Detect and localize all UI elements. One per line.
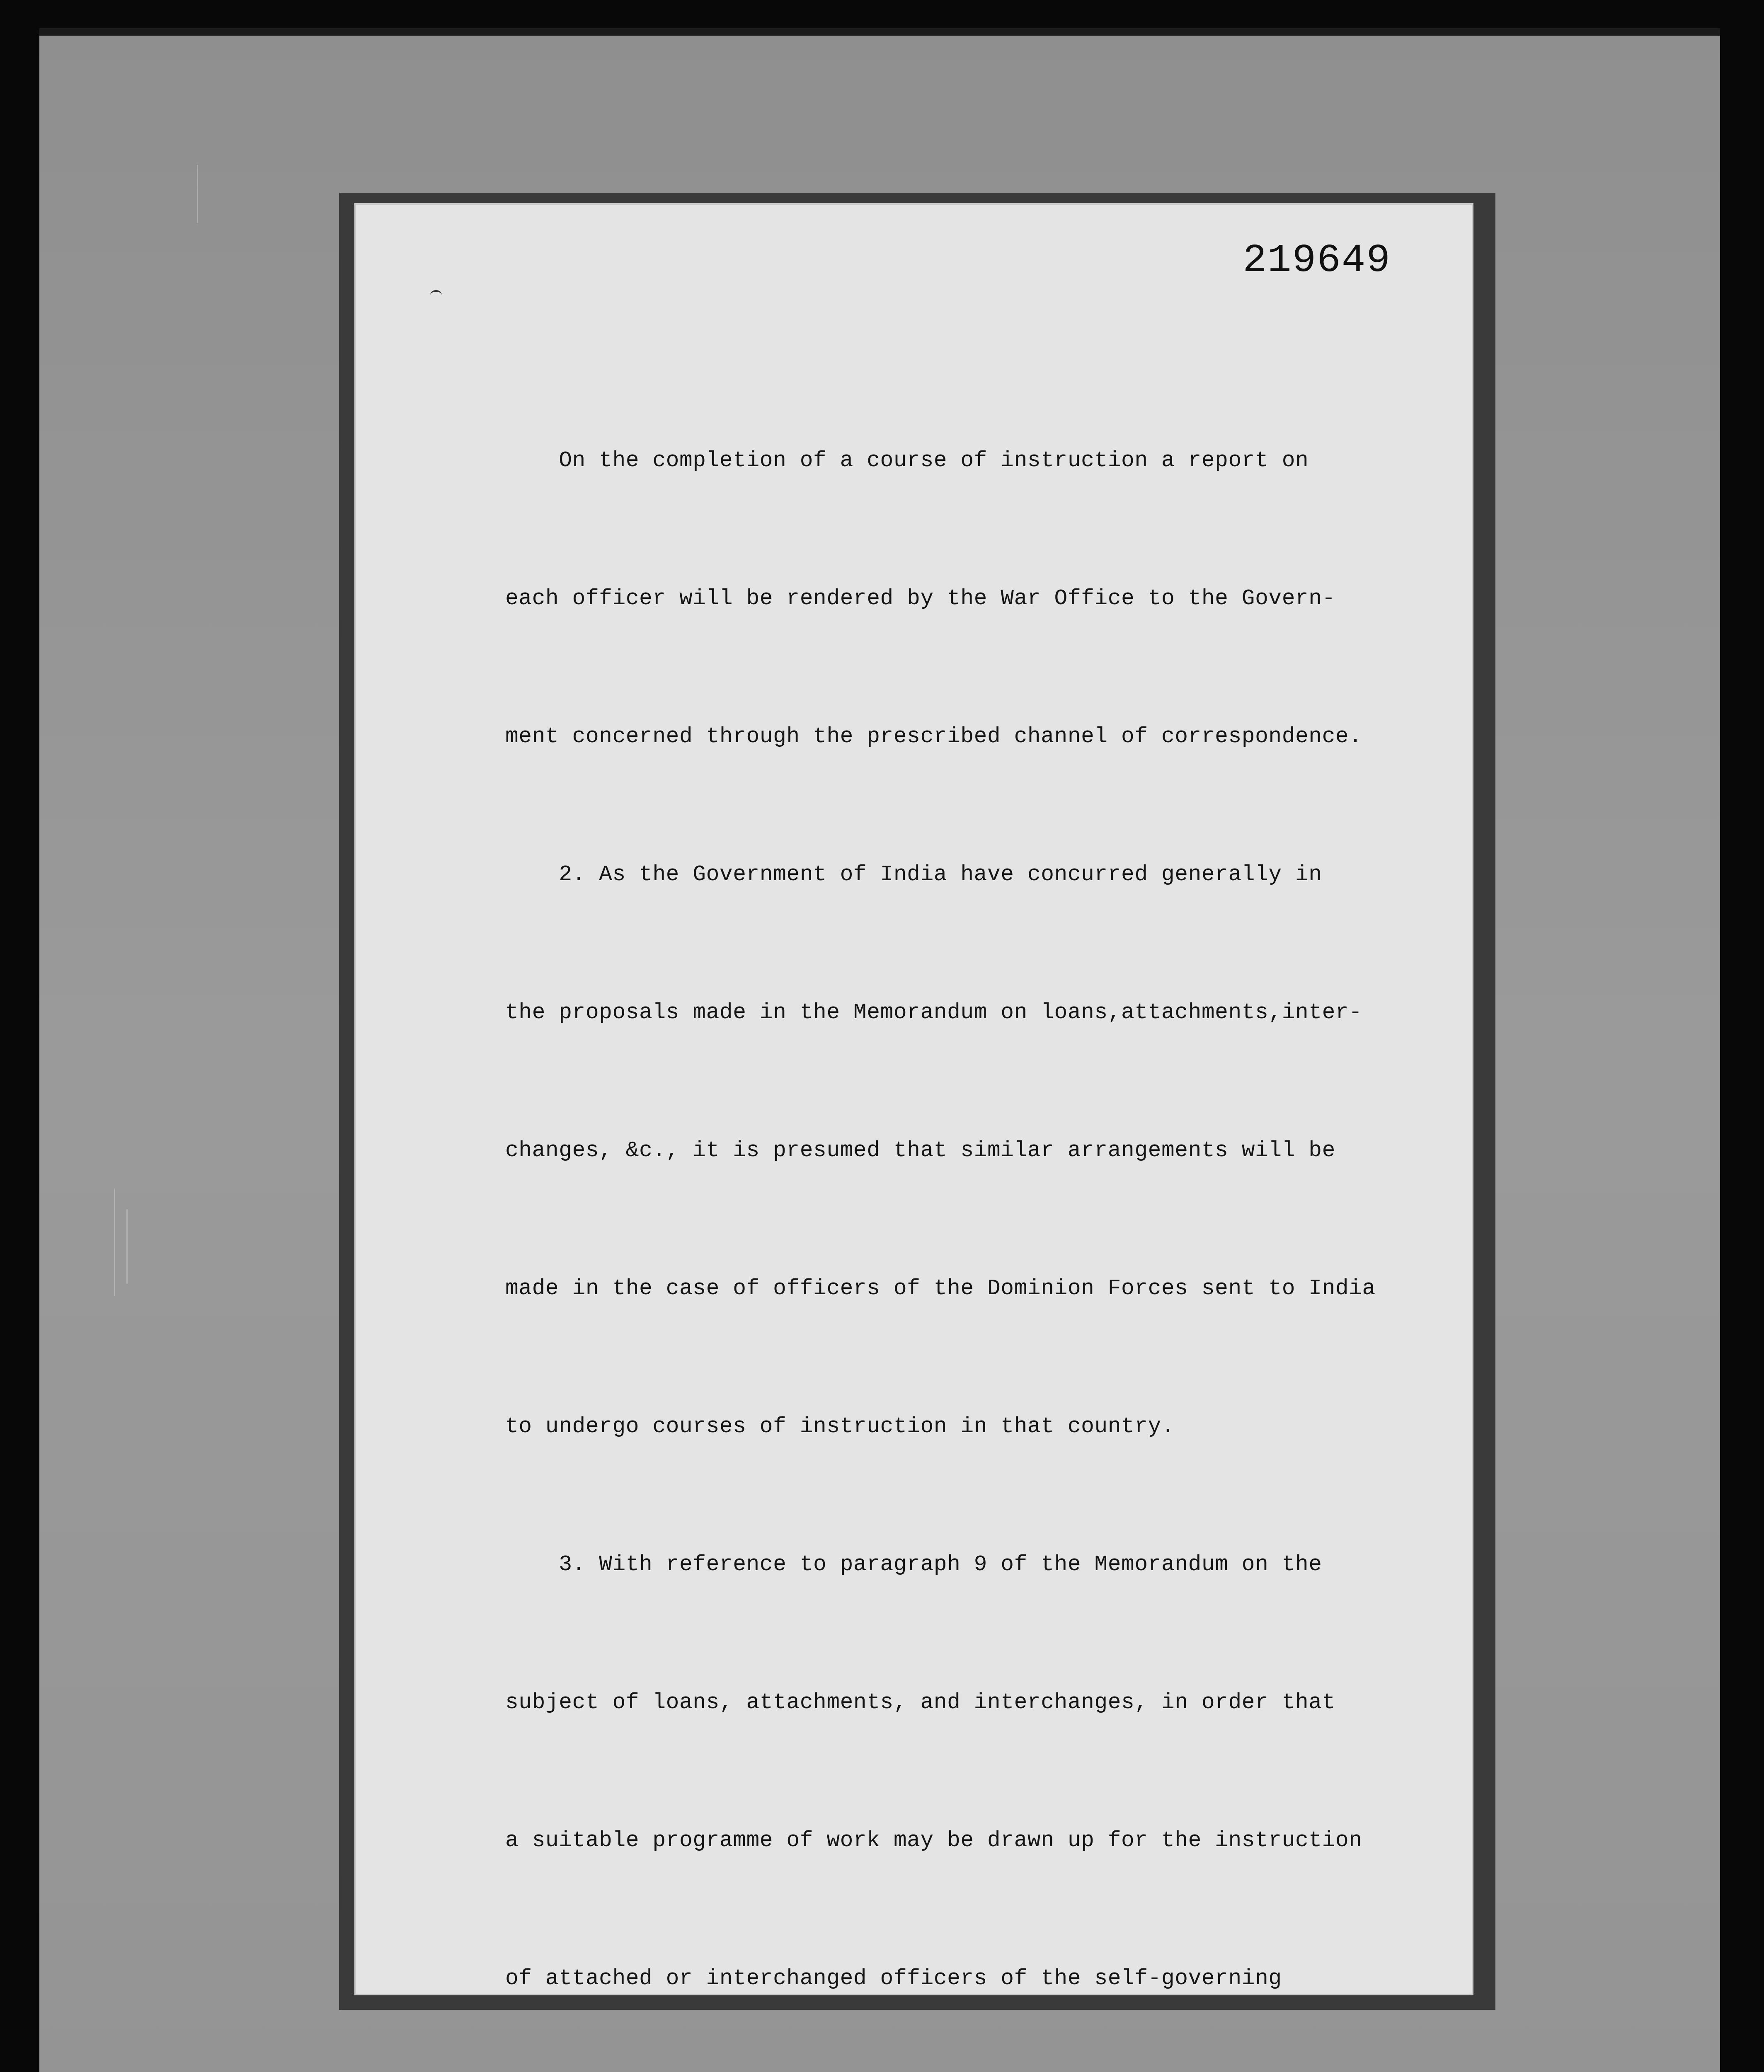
typescript-body xyxy=(505,346,1500,2072)
text-line: ment concerned through the prescribed channel of correspondence. xyxy=(505,724,1362,749)
text-line: the proposals made in the Memorandum on loans,attachments,inter- xyxy=(505,1000,1362,1025)
film-edge-top xyxy=(39,28,1720,36)
film-scratch xyxy=(126,1209,128,1284)
pencil-mark xyxy=(430,290,442,300)
text-line: 2. As the Government of India have concurred generally in xyxy=(505,862,1322,887)
text-line: subject of loans, attachments, and interchanges, in order that xyxy=(505,1690,1335,1715)
text-line: to undergo courses of instruction in that country. xyxy=(505,1414,1175,1439)
film-scratch xyxy=(114,1188,115,1296)
text-line: of attached or interchanged officers of the self-governing xyxy=(505,1966,1282,1991)
text-line: On the completion of a course of instruction a report on xyxy=(505,448,1309,473)
text-line: a suitable programme of work may be drawn up for the instruction xyxy=(505,1828,1362,1853)
page-number: 219649 xyxy=(1243,238,1391,283)
text-line: each officer will be rendered by the War Office to the Govern- xyxy=(505,586,1335,611)
film-scratch xyxy=(197,165,198,223)
text-line: 3. With reference to paragraph 9 of the Memorandum on the xyxy=(505,1552,1322,1577)
text-line: made in the case of officers of the Dominion Forces sent to India xyxy=(505,1276,1376,1301)
typed-page xyxy=(354,203,1473,1995)
text-line: changes, &c., it is presumed that similar arrangements will be xyxy=(505,1138,1335,1163)
